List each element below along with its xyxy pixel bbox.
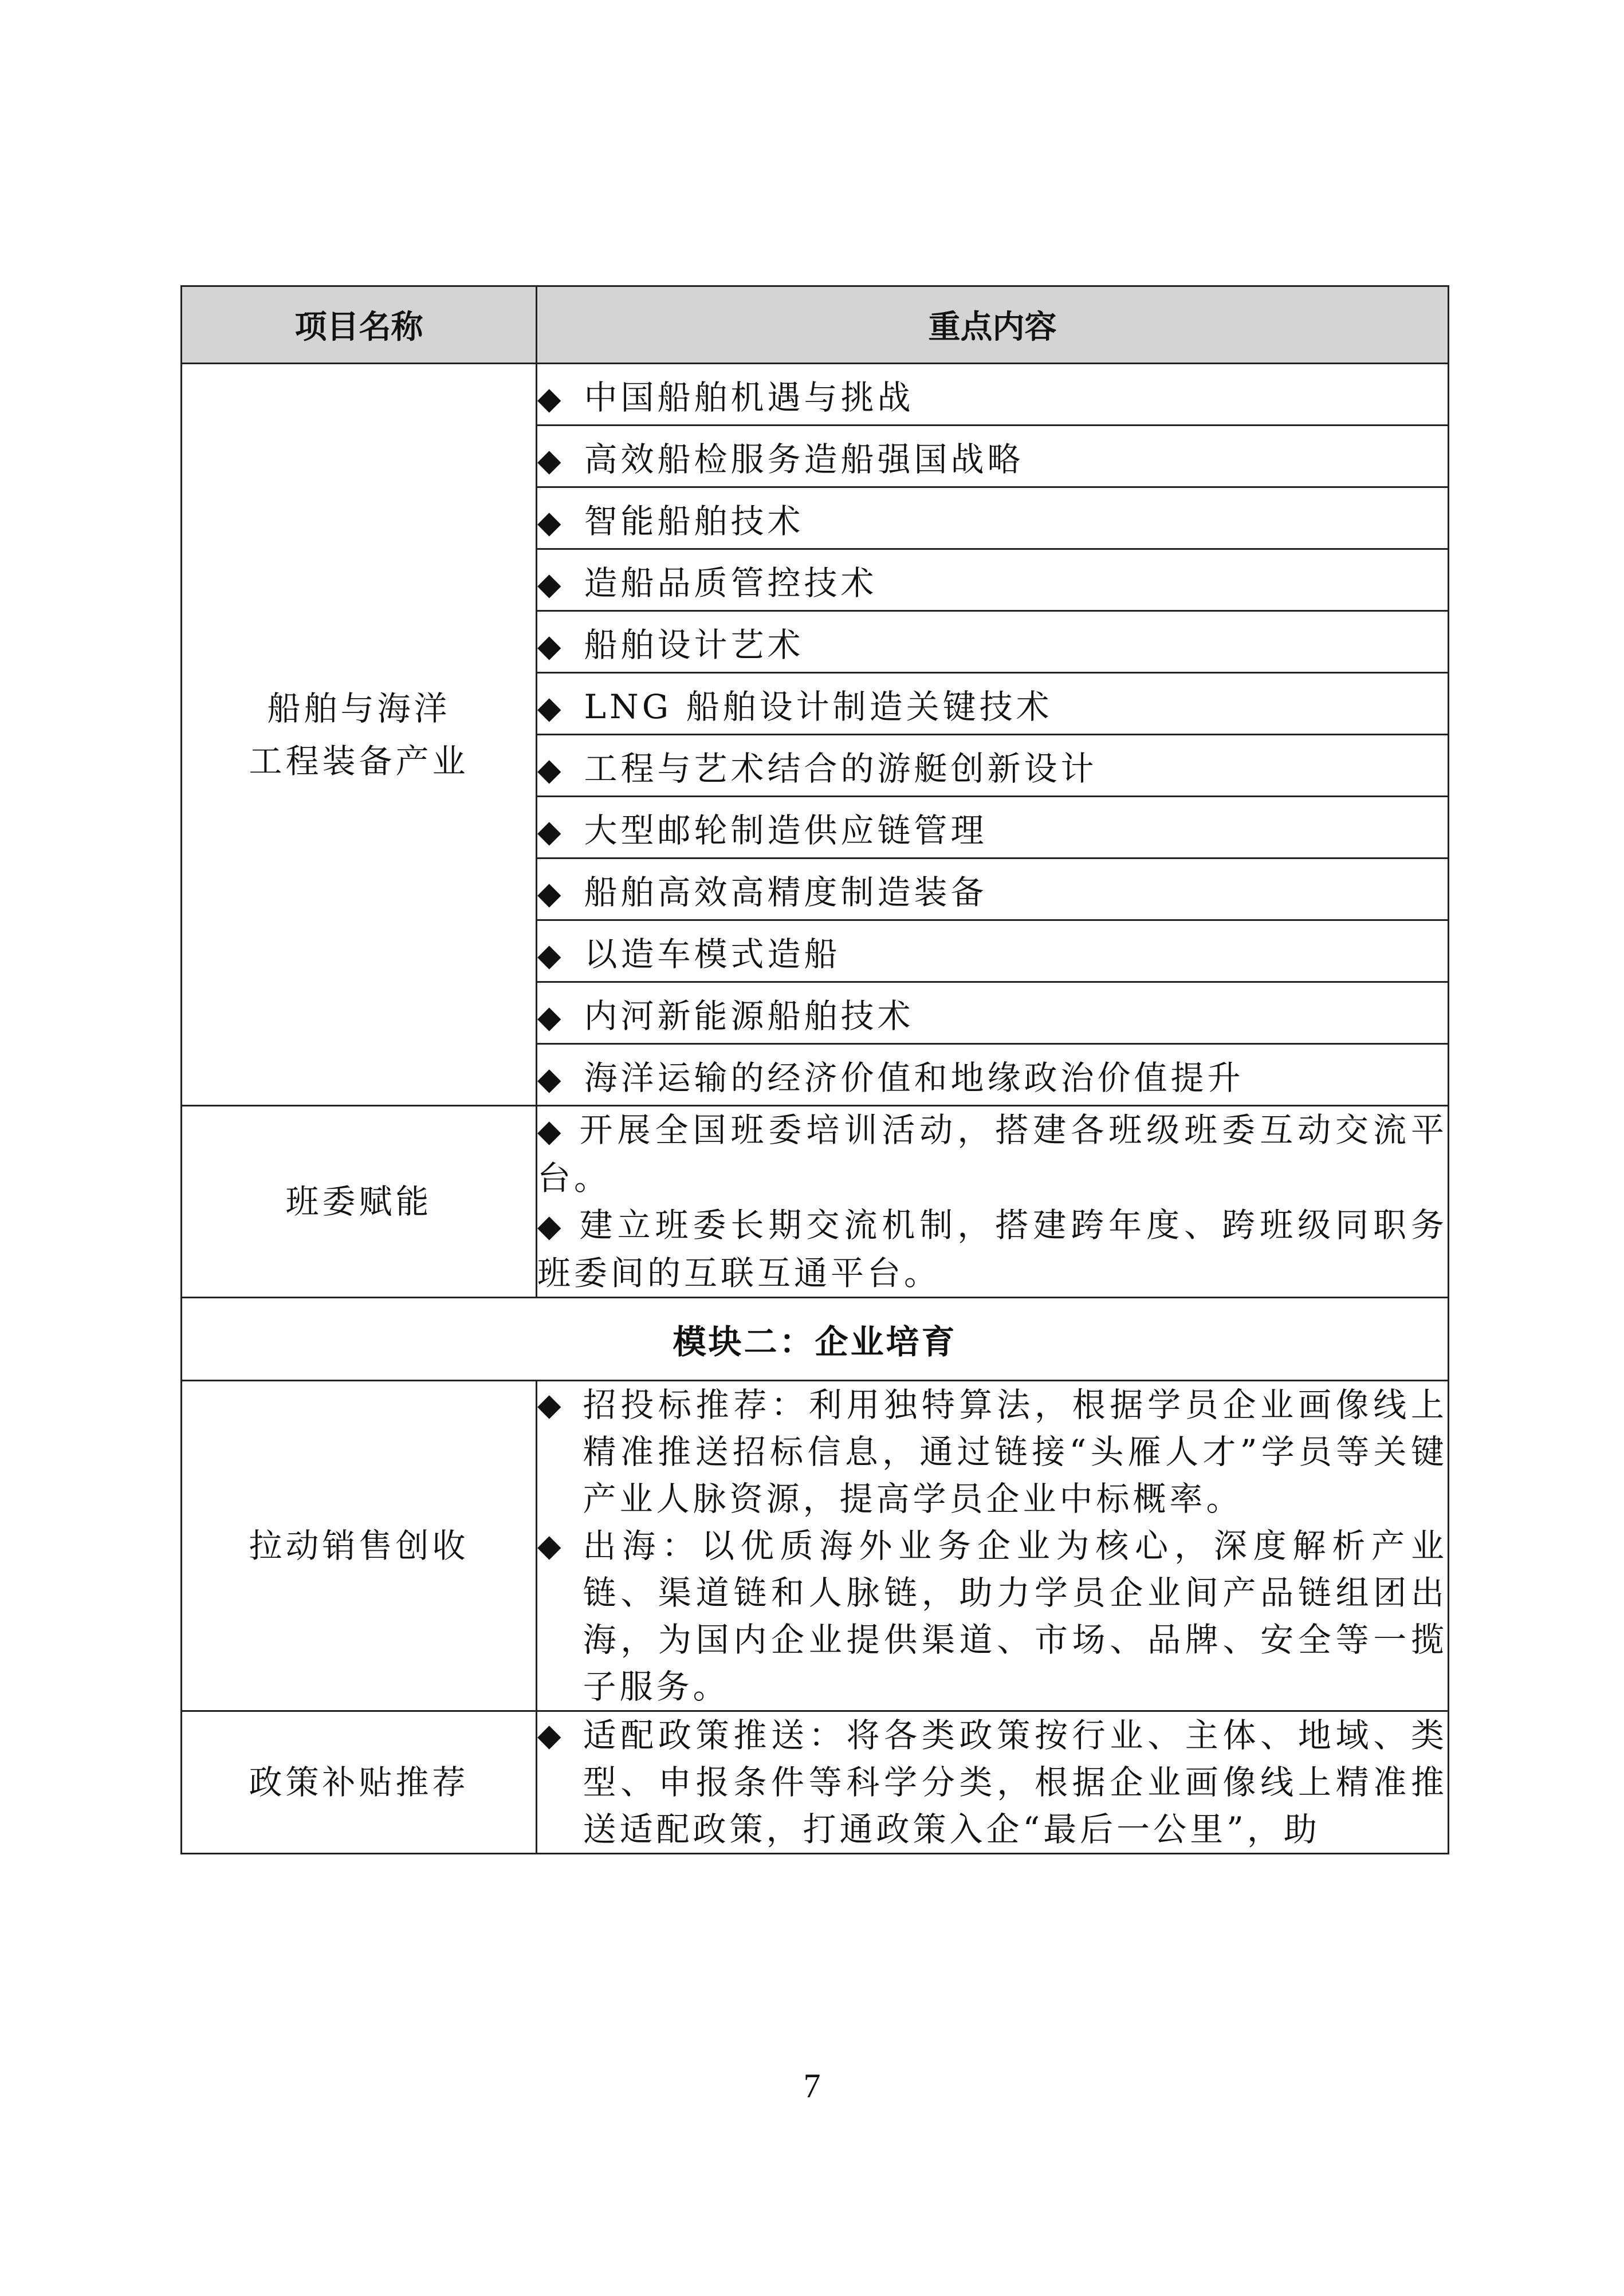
item-text: 出海：以优质海外业务企业为核心，深度解析产业链、渠道链和人脉链，助力学员企业间产品链组团出海，为国内企业提供渠道、市场、品牌、安全等一揽子服务。 <box>583 1526 1448 1706</box>
list-item <box>537 735 1449 797</box>
list-item <box>537 673 1449 735</box>
diamond-bullet-icon: ◆ <box>537 998 565 1035</box>
sales-content <box>537 1381 1449 1711</box>
class-committee-content <box>537 1106 1449 1298</box>
table-row <box>182 1381 1449 1711</box>
diamond-bullet-icon: ◆ <box>537 1387 565 1423</box>
list-item <box>537 611 1449 673</box>
policy-content <box>537 1711 1449 1854</box>
diamond-bullet-icon: ◆ <box>537 1060 565 1097</box>
header-key-content: 重点内容 <box>537 286 1449 364</box>
list-item <box>537 920 1449 982</box>
diamond-bullet-icon: ◆ <box>537 813 565 849</box>
page-number: 7 <box>803 2067 821 2105</box>
list-item <box>537 797 1449 858</box>
header-project-name: 项目名称 <box>182 286 537 364</box>
module-title: 模块二：企业培育 <box>182 1298 1449 1381</box>
list-item <box>537 1381 1448 1522</box>
diamond-bullet-icon: ◆ <box>537 1208 566 1244</box>
list-item <box>537 858 1449 920</box>
row-label-sales: 拉动销售创收 <box>182 1381 537 1711</box>
diamond-bullet-icon: ◆ <box>537 380 565 416</box>
item-text: 高效船检服务造船强国战略 <box>584 439 1024 479</box>
item-text: 招投标推荐：利用独特算法，根据学员企业画像线上精准推送招标信息，通过链接“头雁人才”学员等关键产业人脉资源，提高学员企业中标概率。 <box>583 1385 1448 1518</box>
table-row <box>182 364 1449 426</box>
item-text: 以造车模式造船 <box>584 934 841 974</box>
label-line: 工程装备产业 <box>249 741 469 781</box>
diamond-bullet-icon: ◆ <box>537 442 565 478</box>
table-row <box>182 1106 1449 1298</box>
table-row <box>182 1711 1449 1854</box>
list-item <box>537 364 1449 426</box>
item-text: 造船品质管控技术 <box>584 563 878 602</box>
list-item <box>537 549 1449 611</box>
diamond-bullet-icon: ◆ <box>537 875 565 911</box>
item-text: 内河新能源船舶技术 <box>584 996 914 1035</box>
diamond-bullet-icon: ◆ <box>537 627 565 664</box>
row-label-class-committee: 班委赋能 <box>182 1106 537 1298</box>
module-row <box>182 1298 1449 1381</box>
diamond-bullet-icon: ◆ <box>537 565 565 602</box>
item-text: 适配政策推送：将各类政策按行业、主体、地域、类型、申报条件等科学分类，根据企业画像线上精准推送适配政策，打通政策入企“最后一公里”，助 <box>583 1716 1448 1849</box>
label-line: 船舶与海洋 <box>267 688 451 728</box>
diamond-bullet-icon: ◆ <box>537 689 565 726</box>
list-item <box>537 1044 1449 1106</box>
paragraph <box>537 1202 1448 1297</box>
item-text: 中国船舶机遇与挑战 <box>584 377 914 417</box>
row-label-shipbuilding <box>182 364 537 1106</box>
list-item <box>537 426 1449 487</box>
row-label-policy: 政策补贴推荐 <box>182 1711 537 1854</box>
item-text: 大型邮轮制造供应链管理 <box>584 810 988 850</box>
paragraph <box>537 1106 1448 1202</box>
item-text: 船舶高效高精度制造装备 <box>584 872 988 912</box>
paragraph-text: 开展全国班委培训活动，搭建各班级班委互动交流平台。 <box>537 1110 1448 1198</box>
diamond-bullet-icon: ◆ <box>537 503 565 540</box>
paragraph-text: 建立班委长期交流机制，搭建跨年度、跨班级同职务班委间的互联互通平台。 <box>537 1206 1448 1293</box>
item-text: LNG 船舶设计制造关键技术 <box>584 687 1053 726</box>
list-item <box>537 1712 1448 1853</box>
item-text: 船舶设计艺术 <box>584 625 804 664</box>
diamond-bullet-icon: ◆ <box>537 1717 565 1753</box>
diamond-bullet-icon: ◆ <box>537 1527 565 1564</box>
diamond-bullet-icon: ◆ <box>537 936 565 973</box>
diamond-bullet-icon: ◆ <box>537 1113 566 1149</box>
item-text: 海洋运输的经济价值和地缘政治价值提升 <box>584 1058 1244 1097</box>
table-header-row <box>182 286 1449 364</box>
list-item <box>537 487 1449 549</box>
diamond-bullet-icon: ◆ <box>537 751 565 787</box>
list-item <box>537 1522 1448 1710</box>
content-table <box>180 285 1449 1854</box>
item-text: 工程与艺术结合的游艇创新设计 <box>584 749 1098 788</box>
list-item <box>537 982 1449 1044</box>
item-text: 智能船舶技术 <box>584 501 804 541</box>
